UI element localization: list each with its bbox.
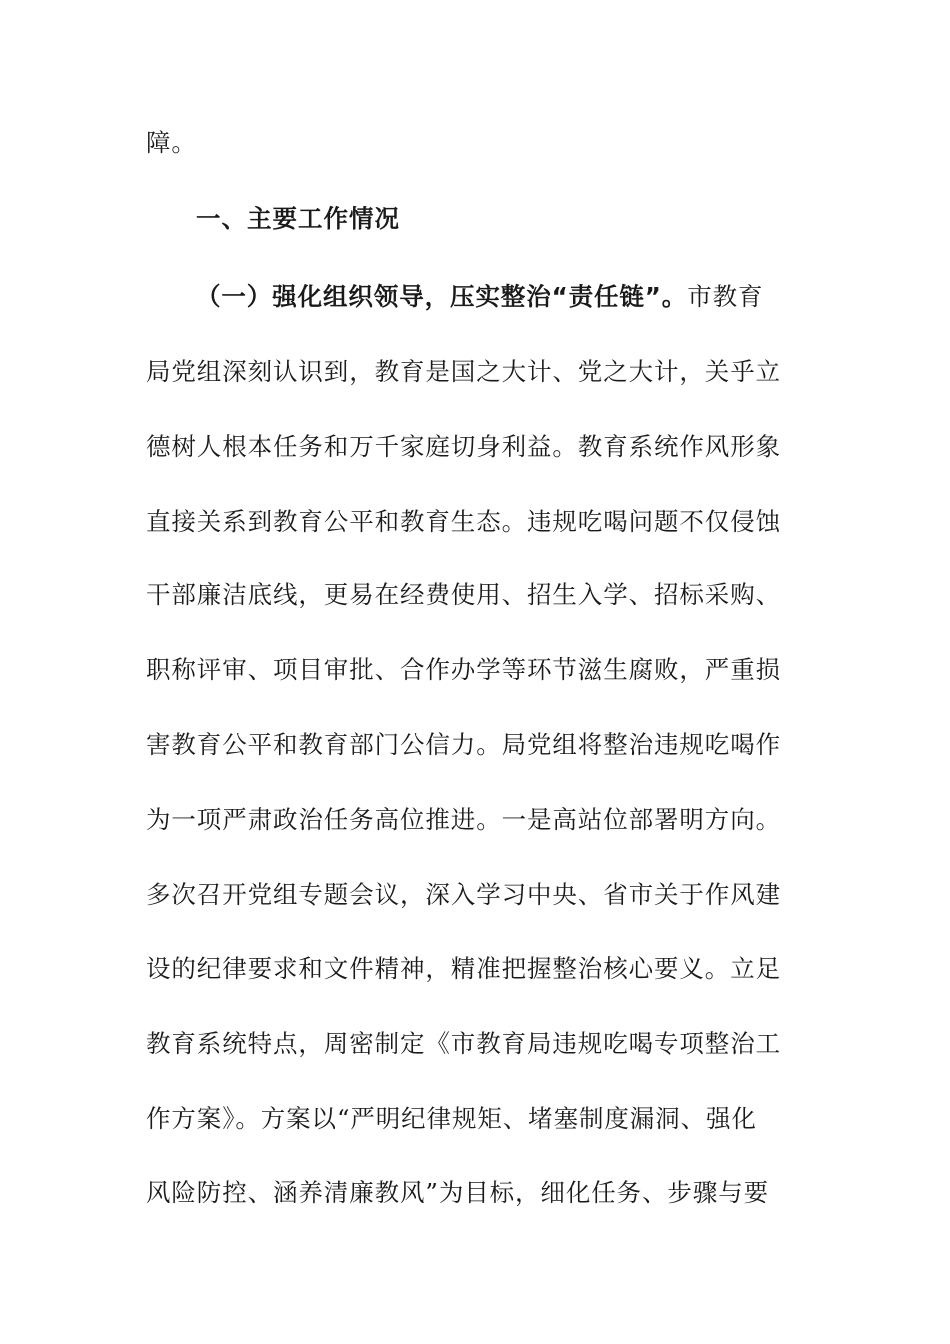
body-line: 作方案》。方案以“严明纪律规矩、堵塞制度漏洞、强化 — [146, 1104, 757, 1133]
subsection-first-line-text: 市教育 — [687, 282, 764, 311]
body-line: 风险防控、涵养清廉教风”为目标，细化任务、步骤与要 — [146, 1178, 770, 1207]
body-line: 德树人根本任务和万千家庭切身利益。教育系统作风形象 — [146, 432, 781, 461]
body-line: 为一项严肃政治任务高位推进。一是高站位部署明方向。 — [146, 805, 781, 834]
body-line: 多次召开党组专题会议，深入学习中央、省市关于作风建 — [146, 880, 781, 909]
section-heading: 一、主要工作情况 — [196, 204, 400, 233]
body-line: 干部廉洁底线，更易在经费使用、招生入学、招标采购、 — [146, 580, 781, 609]
paragraph-tail: 障。 — [146, 128, 197, 157]
body-line: 教育系统特点，周密制定《市教育局违规吃喝专项整治工 — [146, 1029, 781, 1058]
body-line: 害教育公平和教育部门公信力。局党组将整治违规吃喝作 — [146, 730, 781, 759]
body-line: 设的纪律要求和文件精神，精准把握整治核心要义。立足 — [146, 954, 781, 983]
subsection-heading: （一）强化组织领导，压实整治“责任链”。 — [196, 282, 688, 311]
subsection-first-line — [196, 282, 836, 312]
body-line: 直接关系到教育公平和教育生态。违规吃喝问题不仅侵蚀 — [146, 507, 781, 536]
body-line: 职称评审、项目审批、合作办学等环节滋生腐败，严重损 — [146, 655, 781, 684]
body-line: 局党组深刻认识到，教育是国之大计、党之大计，关乎立 — [146, 357, 781, 386]
